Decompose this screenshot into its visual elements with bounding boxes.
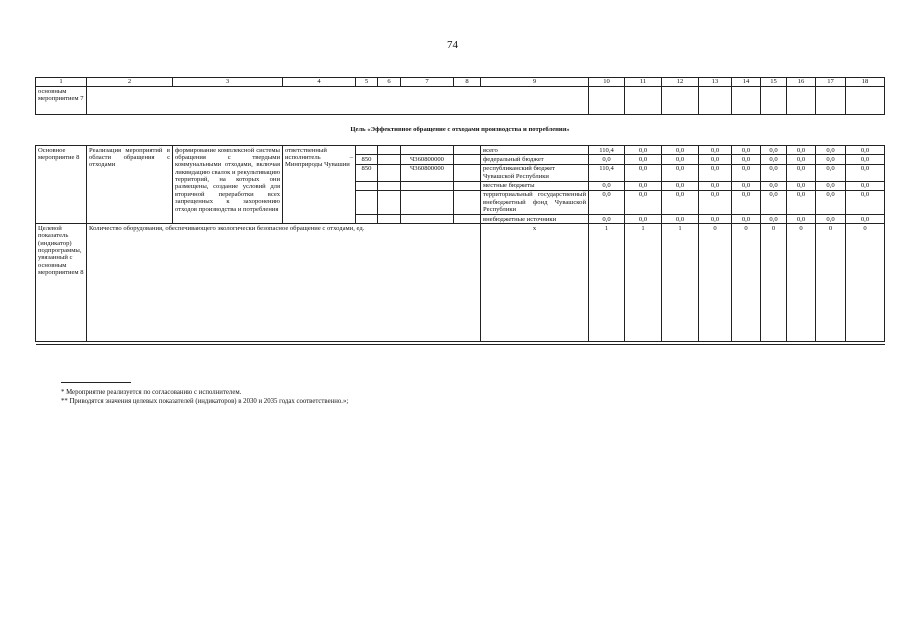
target-code: Ч360800000: [401, 155, 454, 164]
value-cell: 0,0: [761, 190, 787, 214]
value-cell: 0,0: [625, 190, 662, 214]
value-cell: 0,0: [662, 215, 699, 224]
value-cell: 0,0: [846, 215, 885, 224]
funding-source: внебюджетные источники: [481, 215, 589, 224]
funding-source: федеральный бюджет: [481, 155, 589, 164]
indicator7-tail-cell: [787, 87, 816, 115]
value-cell: 0,0: [662, 181, 699, 190]
indicator7-tail-cell: [699, 87, 732, 115]
value-cell: 0,0: [625, 146, 662, 155]
value-cell: 0,0: [625, 155, 662, 164]
indicator7-tail-name: [87, 87, 589, 115]
value-cell: 0,0: [732, 215, 761, 224]
target-code: [401, 215, 454, 224]
indicator8-value: 0: [787, 224, 816, 342]
grbs-code: [356, 146, 378, 155]
value-cell: 0,0: [787, 181, 816, 190]
col-number-5: 5: [356, 78, 378, 87]
target-code: [401, 181, 454, 190]
program-table: [35, 77, 885, 345]
col-number-12: 12: [662, 78, 699, 87]
col-number-8: 8: [454, 78, 481, 87]
expense-type-code: [454, 181, 481, 190]
value-cell: 0,0: [787, 146, 816, 155]
indicator7-tail-label: основным мероприятием 7: [36, 87, 87, 115]
value-cell: 0,0: [787, 190, 816, 214]
event-description: формирование комплексной системы обращения с твердыми коммунальными отходами, включая ликвидацию свалок и рекультивацию территорий, на которых они размещены, создание условий для вторичной переработки всех запрещенных к захоронению отходов производства и потребления: [173, 146, 283, 224]
value-cell: 0,0: [662, 164, 699, 181]
value-cell: 0,0: [761, 215, 787, 224]
expense-type-code: [454, 190, 481, 214]
value-cell: 0,0: [846, 181, 885, 190]
value-cell: 0,0: [816, 215, 846, 224]
value-cell: 0,0: [761, 181, 787, 190]
value-cell: 0,0: [787, 215, 816, 224]
value-cell: 0,0: [662, 190, 699, 214]
value-cell: 0,0: [662, 146, 699, 155]
value-cell: 0,0: [846, 155, 885, 164]
expense-type-code: [454, 215, 481, 224]
column-number-row: [36, 78, 885, 87]
value-cell: 0,0: [816, 146, 846, 155]
section-code: [378, 146, 401, 155]
page-number: 74: [447, 39, 458, 51]
value-cell: 0,0: [699, 215, 732, 224]
indicator8-value: 0: [761, 224, 787, 342]
section-code: [378, 190, 401, 214]
col-number-17: 17: [816, 78, 846, 87]
value-cell: 0,0: [732, 155, 761, 164]
value-cell: 0,0: [761, 164, 787, 181]
goal-title: Цель «Эффективное обращение с отходами производства и потребления»: [36, 115, 885, 146]
expense-type-code: [454, 146, 481, 155]
col-number-16: 16: [787, 78, 816, 87]
grbs-code: [356, 215, 378, 224]
table-bottom-rule: [36, 342, 885, 345]
value-cell: 110,4: [589, 146, 625, 155]
indicator8-value: 0: [699, 224, 732, 342]
finance-row-total: [36, 146, 885, 155]
funding-source: территориальный государственный внебюджетный фонд Чувашской Республики: [481, 190, 589, 214]
section-code: [378, 215, 401, 224]
value-cell: 0,0: [589, 181, 625, 190]
grbs-code: 850: [356, 164, 378, 181]
value-cell: 0,0: [625, 215, 662, 224]
indicator8-value: 0: [816, 224, 846, 342]
event-executor: ответственный исполнитель – Минприроды Чувашии: [283, 146, 356, 224]
table-bottom-rule-cell: [36, 342, 885, 345]
col-number-11: 11: [625, 78, 662, 87]
grbs-code: 850: [356, 155, 378, 164]
value-cell: 0,0: [699, 164, 732, 181]
indicator8-value: 0: [846, 224, 885, 342]
event-name: Основное мероприятие 8: [36, 146, 87, 224]
value-cell: 0,0: [699, 190, 732, 214]
value-cell: 0,0: [816, 190, 846, 214]
indicator7-tail-cell: [662, 87, 699, 115]
value-cell: 0,0: [846, 164, 885, 181]
col-number-2: 2: [87, 78, 173, 87]
value-cell: 0,0: [699, 181, 732, 190]
col-number-6: 6: [378, 78, 401, 87]
section-code: [378, 181, 401, 190]
indicator7-tail-cell: [589, 87, 625, 115]
col-number-15: 15: [761, 78, 787, 87]
value-cell: 0,0: [787, 164, 816, 181]
value-cell: 0,0: [761, 155, 787, 164]
value-cell: 0,0: [732, 146, 761, 155]
section-code: [378, 155, 401, 164]
indicator8-value: 0: [732, 224, 761, 342]
footnotes: [61, 388, 348, 406]
section-code: [378, 164, 401, 181]
indicator8-value: 1: [625, 224, 662, 342]
col-number-3: 3: [173, 78, 283, 87]
value-cell: 0,0: [732, 164, 761, 181]
value-cell: 0,0: [846, 190, 885, 214]
indicator7-tail-cell: [625, 87, 662, 115]
footnote-separator: [61, 382, 131, 383]
value-cell: 0,0: [625, 164, 662, 181]
grbs-code: [356, 190, 378, 214]
col-number-18: 18: [846, 78, 885, 87]
value-cell: 0,0: [761, 146, 787, 155]
goal-row: [36, 115, 885, 146]
value-cell: 0,0: [732, 181, 761, 190]
funding-source: местные бюджеты: [481, 181, 589, 190]
footnote-2: ** Приводятся значения целевых показателей (индикаторов) в 2030 и 2035 годах соответственно.»;: [61, 398, 349, 406]
target-code: [401, 190, 454, 214]
indicator8-label: Целевой показатель (индикатор) подпрограммы, увязанный с основным мероприятием 8: [36, 224, 87, 342]
event-title: Реализация мероприятий в области обращения с отходами: [87, 146, 173, 224]
value-cell: 0,0: [816, 181, 846, 190]
value-cell: 0,0: [589, 215, 625, 224]
value-cell: 0,0: [699, 146, 732, 155]
indicator8-name: Количество оборудования, обеспечивающего экологически безопасное обращение с отходами, ед.: [87, 224, 481, 342]
value-cell: 0,0: [816, 155, 846, 164]
col-number-4: 4: [283, 78, 356, 87]
grbs-code: [356, 181, 378, 190]
indicator8-row: [36, 224, 885, 342]
funding-source: республиканский бюджет Чувашской Республики: [481, 164, 589, 181]
value-cell: 0,0: [846, 146, 885, 155]
indicator7-tail-cell: [846, 87, 885, 115]
expense-type-code: [454, 164, 481, 181]
indicator7-tail-cell: [732, 87, 761, 115]
funding-source: всего: [481, 146, 589, 155]
col-number-1: 1: [36, 78, 87, 87]
indicator8-value: 1: [589, 224, 625, 342]
col-number-10: 10: [589, 78, 625, 87]
value-cell: 0,0: [662, 155, 699, 164]
value-cell: 0,0: [589, 155, 625, 164]
col-number-13: 13: [699, 78, 732, 87]
indicator8-mark: x: [481, 224, 589, 342]
value-cell: 0,0: [787, 155, 816, 164]
indicator7-tail-cell: [761, 87, 787, 115]
expense-type-code: [454, 155, 481, 164]
target-code: Ч360800000: [401, 164, 454, 181]
col-number-14: 14: [732, 78, 761, 87]
value-cell: 0,0: [732, 190, 761, 214]
indicator7-tail-row: [36, 87, 885, 115]
col-number-9: 9: [481, 78, 589, 87]
value-cell: 110,4: [589, 164, 625, 181]
value-cell: 0,0: [589, 190, 625, 214]
indicator7-tail-cell: [816, 87, 846, 115]
indicator8-value: 1: [662, 224, 699, 342]
value-cell: 0,0: [816, 164, 846, 181]
footnote-1: * Мероприятие реализуется по согласованию с исполнителем.: [61, 389, 242, 396]
target-code: [401, 146, 454, 155]
value-cell: 0,0: [625, 181, 662, 190]
value-cell: 0,0: [699, 155, 732, 164]
col-number-7: 7: [401, 78, 454, 87]
